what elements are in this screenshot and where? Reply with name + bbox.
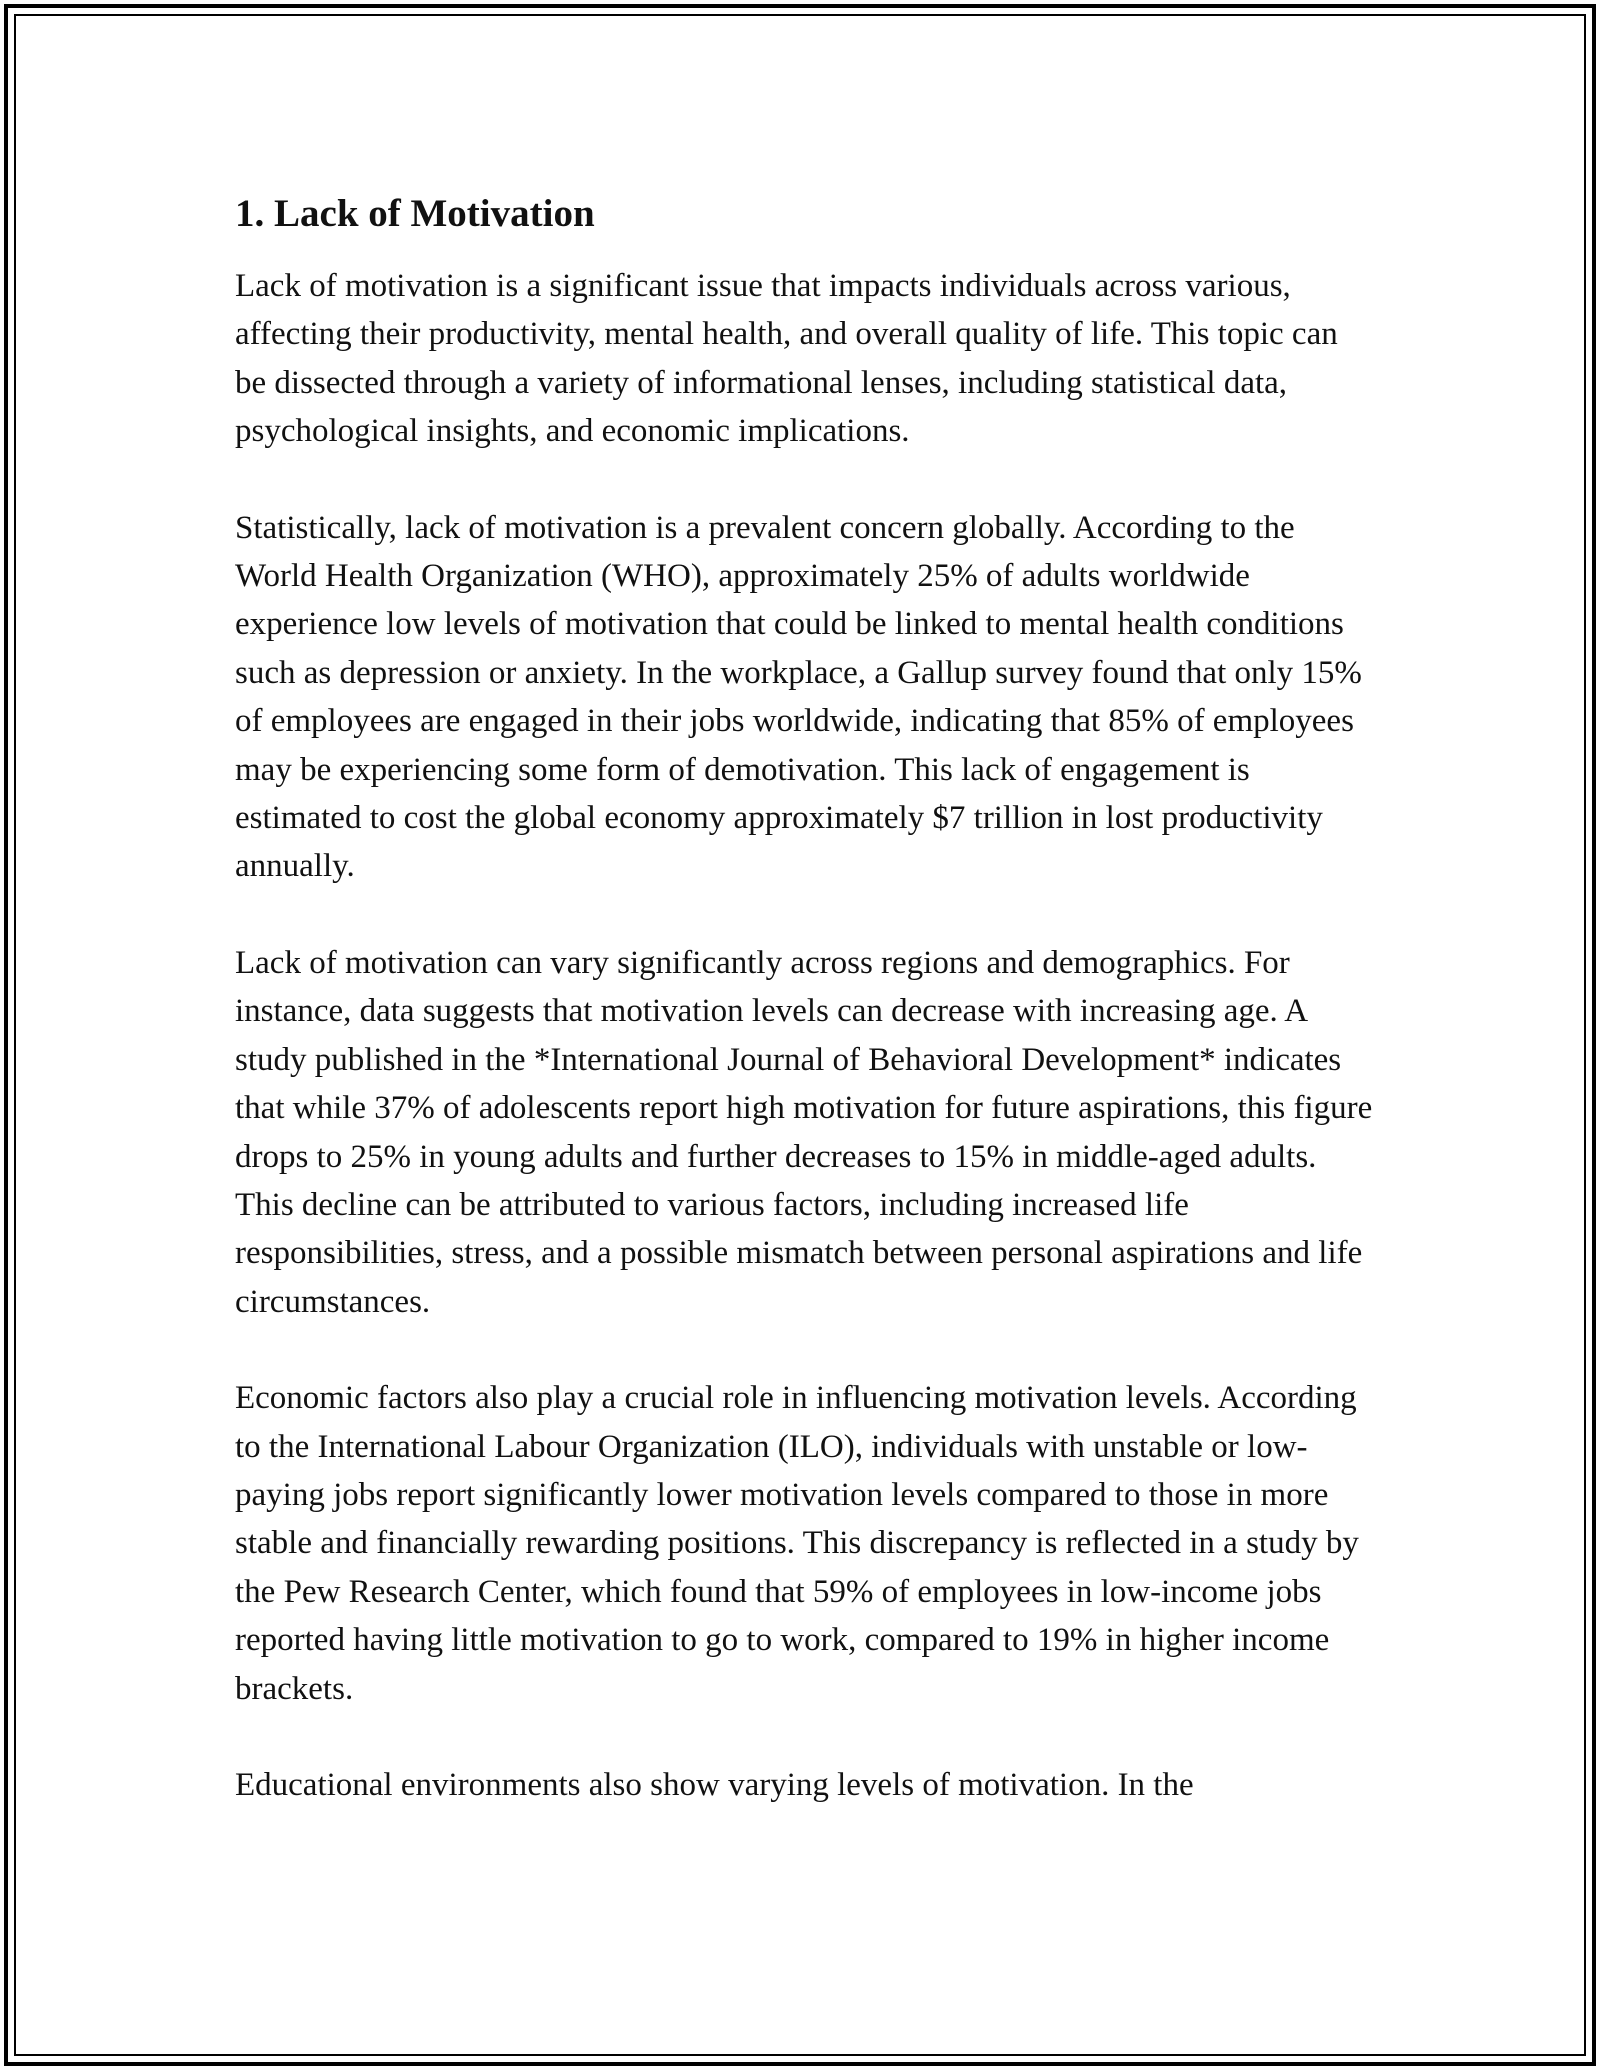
paragraph-economic-factors: Economic factors also play a crucial role in influencing motivation levels. According to the International Labour Organization (ILO), individuals with unstable or low-paying jobs report significantly lower motivation levels compared to those in more stable and financially rewarding positions. This discrepancy is reflected in a study by the Pew Research Center, which found that 59% of employees in low-income jobs reported having little motivation to go to work, compared to 19% in higher income brackets. <box>235 1380 1359 1707</box>
paragraph-intro: Lack of motivation is a significant issue that impacts individuals across various, affecting their productivity, mental health, and overall quality of life. This topic can be dissected through a variety of informational lenses, including statistical data, psychological insights, and economic implications. <box>235 268 1338 450</box>
paragraph-demographics: Lack of motivation can vary significantly across regions and demographics. For instance, data suggests that motivation levels can decrease with increasing age. A study published in the *International Journal of Behavioral Development* indicates that while 37% of adolescents report high motivation for future aspirations, this figure drops to 25% in young adults and further decreases to 15% in middle-aged adults. This decline can be attributed to various factors, including increased life responsibilities, stress, and a possible mismatch between personal aspirations and life circumstances. <box>235 944 1373 1320</box>
paragraph-education: Educational environments also show varying levels of motivation. In the <box>235 1766 1194 1803</box>
section-heading: 1. Lack of Motivation <box>235 192 595 235</box>
paragraph-statistics: Statistically, lack of motivation is a prevalent concern globally. According to the World Health Organization (WHO), approximately 25% of adults worldwide experience low levels of motivation that could be linked to mental health conditions such as depression or anxiety. In the workplace, a Gallup survey found that only 15% of employees are engaged in their jobs worldwide, indicating that 85% of employees may be experiencing some form of demotivation. This lack of engagement is estimated to cost the global economy approximately $7 trillion in lost productivity annually. <box>235 509 1362 885</box>
document-body <box>235 188 1375 1857</box>
